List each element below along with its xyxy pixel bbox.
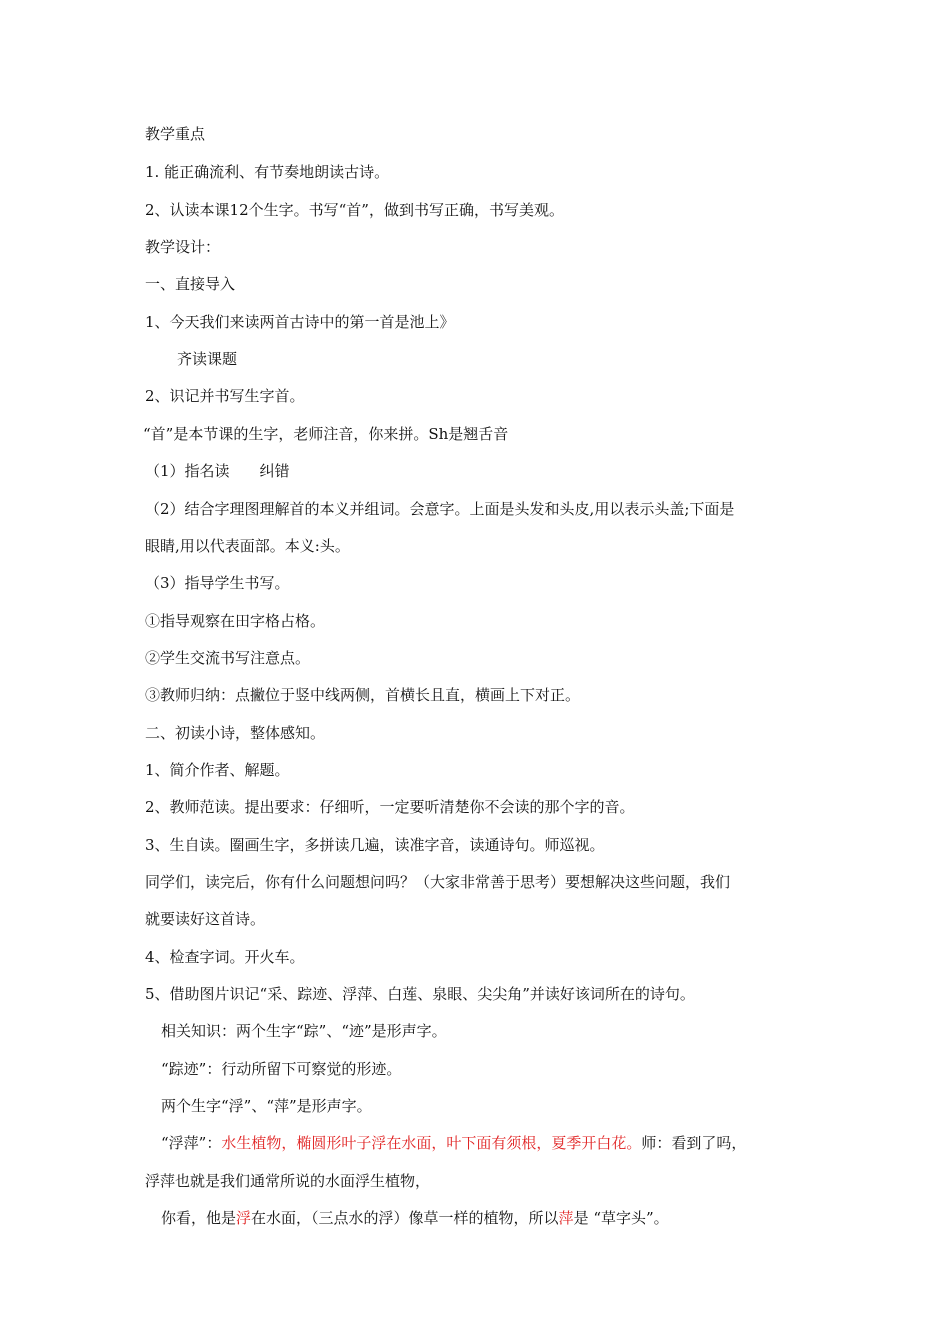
paragraph: 眼睛,用以代表面部。本义:头。 (145, 537, 350, 555)
paragraph: 2、教师范读。提出要求：仔细听，一定要听清楚你不会读的那个字的音。 (145, 798, 635, 816)
paragraph: 两个生字“浮”、“萍”是形声字。 (161, 1097, 372, 1115)
text-span: 在水面，（三点水的浮）像草一样的植物，所以 (251, 1209, 559, 1227)
paragraph: 一、直接导入 (145, 275, 236, 293)
paragraph: 浮萍也就是我们通常所说的水面浮生植物， (145, 1172, 431, 1190)
paragraph-explanation (161, 1208, 669, 1228)
paragraph: 同学们，读完后，你有什么问题想问吗？（大家非常善于思考）要想解决这些问题，我们 (145, 873, 731, 891)
paragraph: “踪迹”：行动所留下可察觉的形迹。 (161, 1060, 402, 1078)
section-heading-key-points: 教学重点 (145, 125, 206, 143)
highlighted-char: 萍 (558, 1209, 574, 1227)
paragraph: 4、检查字词。开火车。 (145, 948, 305, 966)
text-span: 是 “草字头”。 (573, 1209, 669, 1227)
highlighted-definition: 水生植物，椭圆形叶子浮在水面，叶下面有须根，夏季开白花。 (221, 1134, 642, 1152)
text-span: 师：看到了吗， (641, 1134, 747, 1152)
paragraph: ②学生交流书写注意点。 (145, 649, 311, 667)
paragraph: 5、借助图片识记“采、踪迹、浮萍、白莲、泉眼、尖尖角”并读好该词所在的诗句。 (145, 985, 695, 1003)
paragraph: 1、今天我们来读两首古诗中的第一首是池上》 (145, 313, 455, 331)
paragraph: 就要读好这首诗。 (145, 910, 266, 928)
paragraph: （2）结合字理图理解首的本义并组词。会意字。上面是头发和头皮,用以表示头盖;下面是 (145, 500, 735, 518)
paragraph: ①指导观察在田字格占格。 (145, 612, 326, 630)
paragraph: 齐读课题 (177, 350, 238, 368)
paragraph: 1、简介作者、解题。 (145, 761, 290, 779)
paragraph: ③教师归纳：点撇位于竖中线两侧，首横长且直，横画上下对正。 (145, 686, 581, 704)
paragraph: 3、生自读。圈画生字，多拼读几遍，读准字音，读通诗句。师巡视。 (145, 836, 605, 854)
text-span: 你看，他是 (161, 1209, 237, 1227)
paragraph: 相关知识：两个生字“踪”、“迹”是形声字。 (161, 1022, 447, 1040)
paragraph: 2、识记并书写生字首。 (145, 387, 305, 405)
highlighted-char: 浮 (236, 1209, 252, 1227)
paragraph-fuping (161, 1133, 746, 1153)
paragraph: 1. 能正确流利、有节奏地朗读古诗。 (145, 163, 390, 181)
section-heading-design: 教学设计： (145, 238, 221, 256)
paragraph: 二、初读小诗，整体感知。 (145, 724, 326, 742)
paragraph: （1）指名读 纠错 (145, 462, 290, 480)
paragraph: （3）指导学生书写。 (145, 574, 290, 592)
term-label: “浮萍”： (161, 1134, 222, 1152)
paragraph: 2、认读本课12个生字。书写“首”，做到书写正确，书写美观。 (145, 201, 564, 219)
paragraph: “首”是本节课的生字，老师注音，你来拼。Sh是翘舌音 (143, 425, 509, 443)
